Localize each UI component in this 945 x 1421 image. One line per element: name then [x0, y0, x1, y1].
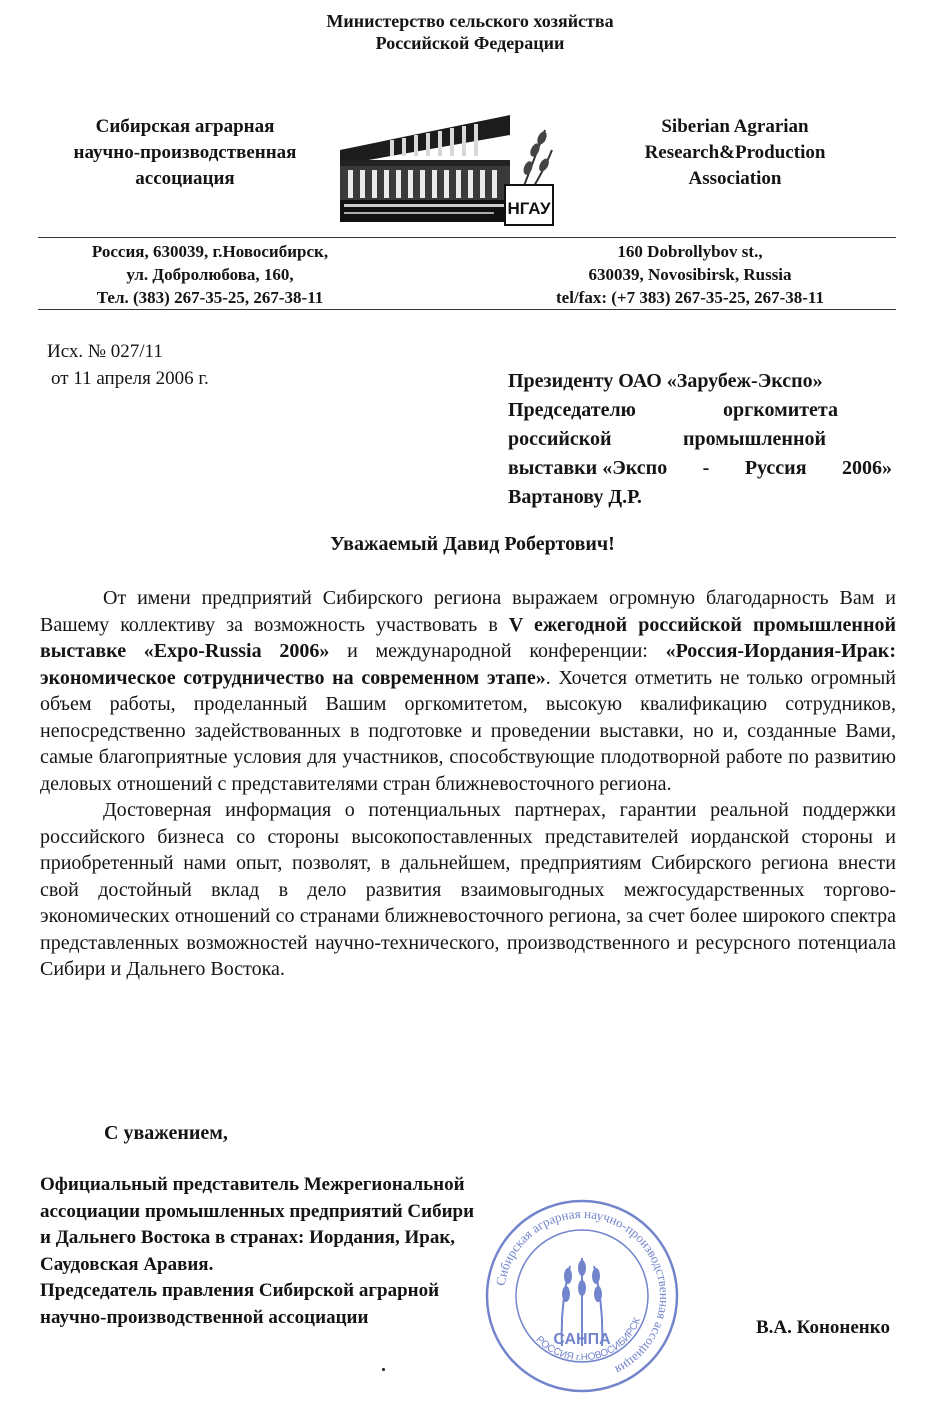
position-line: Официальный представитель Межрегиональной — [40, 1174, 465, 1195]
org-en-line: Research&Production — [644, 142, 826, 163]
stamp-ring-textpath: Сибирская аграрная научно-производственная ассоциация — [492, 1205, 673, 1378]
org-ru-line: ассоциация — [135, 168, 235, 189]
exhibition-name: V ежегодной российской промышленной выставке «Expo-Russia 2006» — [40, 613, 896, 662]
stamp-center-text: САНПА — [553, 1331, 611, 1348]
recipient-line — [508, 454, 892, 483]
address-ru-line: ул. Добролюбова, 160, — [126, 265, 294, 284]
body-text-run: . Хочется отметить не только огромный объем работы, проделанный Вашим оргкомитетом, высокую квалификацию сотрудников, непосредственно задействованных в подготовке и проведении выставки, но и, созданные Вами, самые благоприятные условия для участников, способствующие плодотворной работе по развитию деловых отношений с представителями стран ближневосточного региона. — [40, 666, 896, 795]
stamp-bottom-textpath: РОССИЯ г.НОВОСИБИРСК — [533, 1316, 644, 1364]
letter-body — [40, 585, 896, 983]
recipient-name: Вартанову Д.Р. — [508, 486, 642, 508]
address-en-line: 160 Dobrollybov st., — [617, 242, 763, 261]
recipient-word: оргкомитета — [723, 399, 838, 421]
closing-regards: С уважением, — [104, 1122, 228, 1144]
header-divider-bottom — [38, 309, 896, 310]
address-ru — [40, 240, 380, 309]
ministry-heading — [250, 10, 690, 54]
recipient-line — [508, 367, 898, 396]
outgoing-reference — [47, 338, 209, 392]
position-line: ассоциации промышленных предприятий Сибири — [40, 1200, 475, 1222]
recipient-word: Председателю — [508, 399, 636, 421]
conference-name: «Россия-Иордания-Ирак: экономическое сотрудничество на современном этапе» — [40, 640, 896, 689]
recipient-word: российской — [508, 428, 612, 450]
university-building-logo — [330, 90, 560, 230]
recipient-word: выставки «Экспо — [508, 457, 668, 479]
organization-name-en — [590, 114, 880, 192]
org-ru-line: научно-производственная — [73, 142, 297, 163]
position-line: Председатель правления Сибирской аграрной — [40, 1280, 440, 1301]
body-paragraph: Достоверная информация о потенциальных партнерах, гарантии реальной поддержки российского бизнеса со стороны высокопоставленных представителей иорданской стороны и приобретенный нами опыт, позволят, в дальнейшем, предприятиям Сибирского региона внести свой достойный вклад в дело развития взаимовыгодных межгосударственных торгово-экономических отношений со странами ближневосточного региона, за счет более широкого спектра представленных возможностей научно-технического, производственного и ресурсного потенциала Сибири и Дальнего Востока. — [40, 799, 896, 980]
salutation: Уважаемый Давид Робертович! — [330, 533, 615, 555]
recipient-line — [508, 396, 838, 425]
ministry-line: Министерство сельского хозяйства — [326, 11, 614, 31]
body-text-run: От имени предприятий Сибирского региона выражаем огромную благодарность Вам и Вашему коллективу за возможность участвовать в — [40, 587, 896, 636]
header-divider-top — [38, 237, 896, 238]
ministry-line: Российской Федерации — [375, 33, 565, 53]
official-stamp — [482, 1196, 682, 1396]
body-text-run: и международной конференции: — [329, 640, 666, 662]
org-en-line: Siberian Agrarian — [661, 116, 809, 137]
reference-number: Исх. № 027/11 — [47, 341, 163, 362]
recipient-line — [508, 483, 898, 512]
position-line: и Дальнего Востока в странах: Иордания, Ирак, — [40, 1227, 456, 1248]
address-en — [520, 240, 860, 309]
recipient-word: промышленной — [682, 428, 826, 450]
address-ru-line: Россия, 630039, г.Новосибирск, — [91, 242, 329, 261]
recipient-block — [508, 367, 898, 512]
address-ru-line: Тел. (383) 267-35-25, 267-38-11 — [96, 288, 324, 307]
org-ru-line: Сибирская аграрная — [95, 116, 275, 137]
address-en-line: tel/fax: (+7 383) 267-35-25, 267-38-11 — [556, 288, 824, 307]
logo-emblem-text: НГАУ — [507, 199, 551, 218]
address-en-line: 630039, Novosibirsk, Russia — [588, 265, 792, 284]
recipient-word: Руссия — [744, 457, 807, 479]
org-en-line: Association — [688, 168, 782, 189]
recipient-word: - — [702, 457, 710, 479]
recipient-word: 2006» — [841, 457, 892, 479]
position-line: Саудовская Аравия. — [40, 1253, 214, 1275]
ink-dot — [382, 1368, 385, 1371]
reference-date: от 11 апреля 2006 г. — [51, 368, 209, 389]
position-line: научно-производственной ассоциации — [40, 1306, 369, 1328]
body-paragraph — [40, 585, 896, 797]
signer-name: В.А. Кононенко — [756, 1317, 890, 1338]
recipient-line — [508, 425, 826, 454]
recipient-title: Президенту ОАО «Зарубеж-Экспо» — [508, 370, 823, 392]
organization-name-ru — [30, 114, 340, 192]
